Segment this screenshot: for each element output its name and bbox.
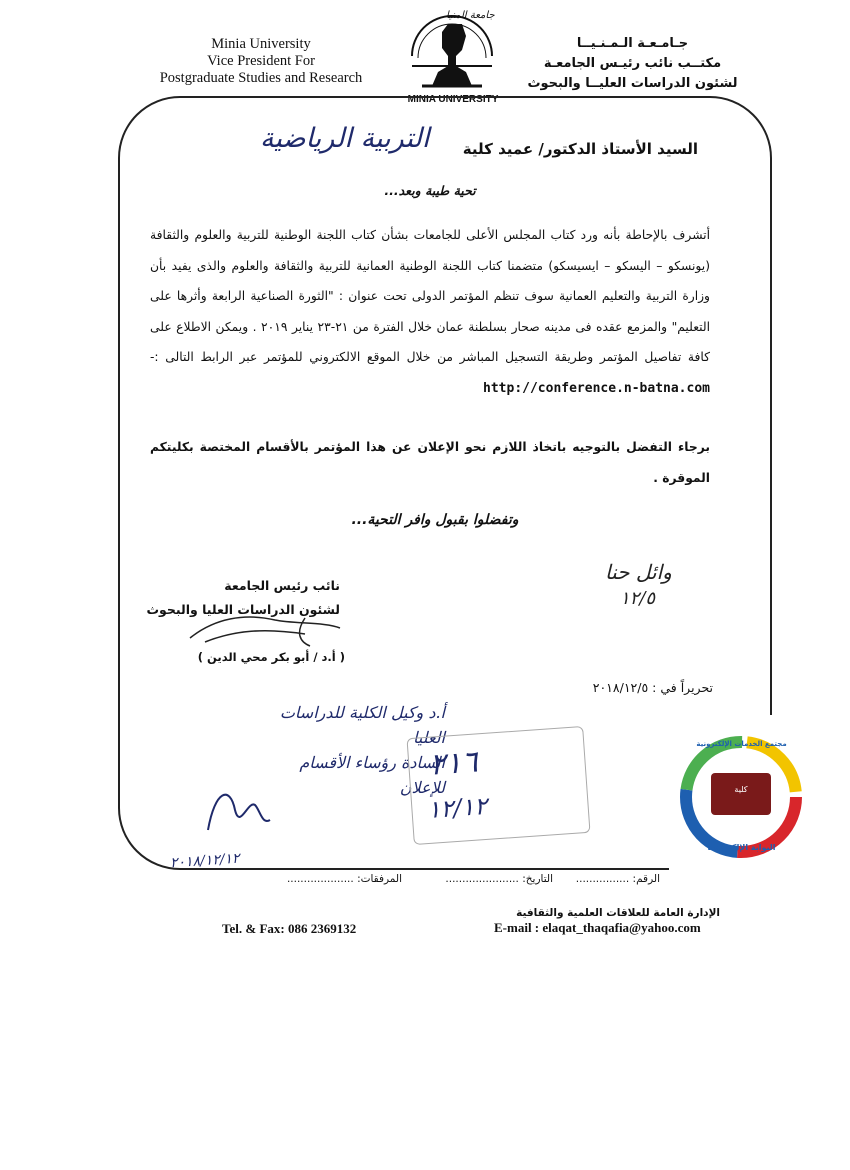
tel-fax: Tel. & Fax: 086 2369132 <box>222 921 357 936</box>
signature-title-line2: لشئون الدراسات العليا والبحوث <box>146 602 340 617</box>
date-written: تحريراً في : ٢٠١٨/١٢/٥ <box>592 680 713 695</box>
logo-caption: MINIA UNIVERSITY <box>407 94 499 105</box>
forward-line-1: أ.د وكيل الكلية للدراسات العليا <box>279 703 445 747</box>
header-arabic <box>520 34 745 94</box>
date-field: التاريخ: ...................... <box>445 873 553 885</box>
logo-arc-text: جامعة المنيا <box>446 10 495 21</box>
attachments-label: المرفقات: <box>357 873 402 885</box>
signatory-name: ( أ.د / أبو بكر محي الدين ) <box>197 650 345 664</box>
conference-url: http://conference.n-batna.com <box>483 380 710 396</box>
receipt-number: ٢١٦ <box>428 744 479 783</box>
forward-line-3: للإعلان <box>399 778 445 797</box>
attachments-field: المرفقات: .................... <box>286 873 402 885</box>
university-name-en: Minia University <box>211 36 311 52</box>
closing: وتفضلوا بقبول وافر التحية... <box>351 512 519 528</box>
watermark-badge: كلية <box>734 785 748 794</box>
signature-title-line1: نائب رئيس الجامعة <box>224 578 340 593</box>
letter-body <box>150 220 710 404</box>
addressee-label: السيد الأستاذ الدكتور/ عميد كلية <box>462 140 698 158</box>
email: E-mail : elaqat_thaqafia@yahoo.com <box>494 920 701 935</box>
greeting: تحية طيبة وبعد... <box>384 183 476 198</box>
department-ar: لشئون الدراسات العليــا والبحوث <box>527 76 738 91</box>
date-field-label: التاريخ: <box>522 873 553 885</box>
watermark-footer-text: البوابة الإلكترونية <box>707 843 776 852</box>
signature-scribble-icon <box>185 608 345 650</box>
margin-note-date: ١٢/٥ <box>620 588 656 609</box>
university-name-ar: جـامـعـة الـمـنـيــا <box>576 36 689 51</box>
margin-note-name: وائل حنا <box>605 560 672 584</box>
receipt-date: ١٢/١٢ <box>426 791 489 824</box>
ref-number-field: الرقم: ................ <box>575 873 660 885</box>
department-footer: الإدارة العامة للعلاقات العلمية والثقافية <box>516 907 720 919</box>
handwritten-bottom-date: ٢٠١٨/١٢/١٢ <box>169 850 241 872</box>
watermark-ring-text: مجتمع الخدمات الإلكترونية <box>696 740 787 748</box>
header-english <box>150 36 372 87</box>
body-paragraph-1: أتشرف بالإحاطة بأنه ورد كتاب المجلس الأعلى للجامعات بشأن كتاب اللجنة الوطنية للتربية والعلوم والثقافة (يونسكو – اليسكو – ايسيسكو) متضمنا كتاب اللجنة الوطنية العمانية للتربية والثقافة والعلوم والذى يفيد بأن وزارة التربية والتعليم العمانية سوف تنظم المؤتمر الدولى تحت عنوان : "الثورة الصناعية الرابعة وأثرها على التعليم" والمزمع عقده فى مدينه صحار بسلطنة عمان خلال الفترة من ٢١-٢٣ يناير ٢٠١٩ . ويمكن الاطلاع على كافة تفاصيل المؤتمر وطريقة التسجيل المباشر من خلال الموقع الالكتروني للمؤتمر عبر الرابط التالى :- <box>150 228 711 364</box>
forwarding-signature-icon <box>200 780 280 840</box>
ref-number-label: الرقم: <box>632 873 660 885</box>
watermark-logo <box>669 715 814 880</box>
vice-president-ar: مكتــب نائب رئيـس الجامعـة <box>543 56 722 71</box>
body-paragraph-2: برجاء التفضل بالتوجيه باتخاذ اللازم نحو الإعلان عن هذا المؤتمر بالأقسام المختصة بكليتكم الموقرة . <box>150 440 710 485</box>
receipt-stamp <box>406 726 590 845</box>
department-en: Postgraduate Studies and Research <box>159 70 363 86</box>
vice-president-en: Vice President For <box>207 53 315 69</box>
handwritten-faculty: التربية الرياضية <box>260 123 430 154</box>
forward-line-2: السادة رؤساء الأقسام <box>299 753 445 772</box>
